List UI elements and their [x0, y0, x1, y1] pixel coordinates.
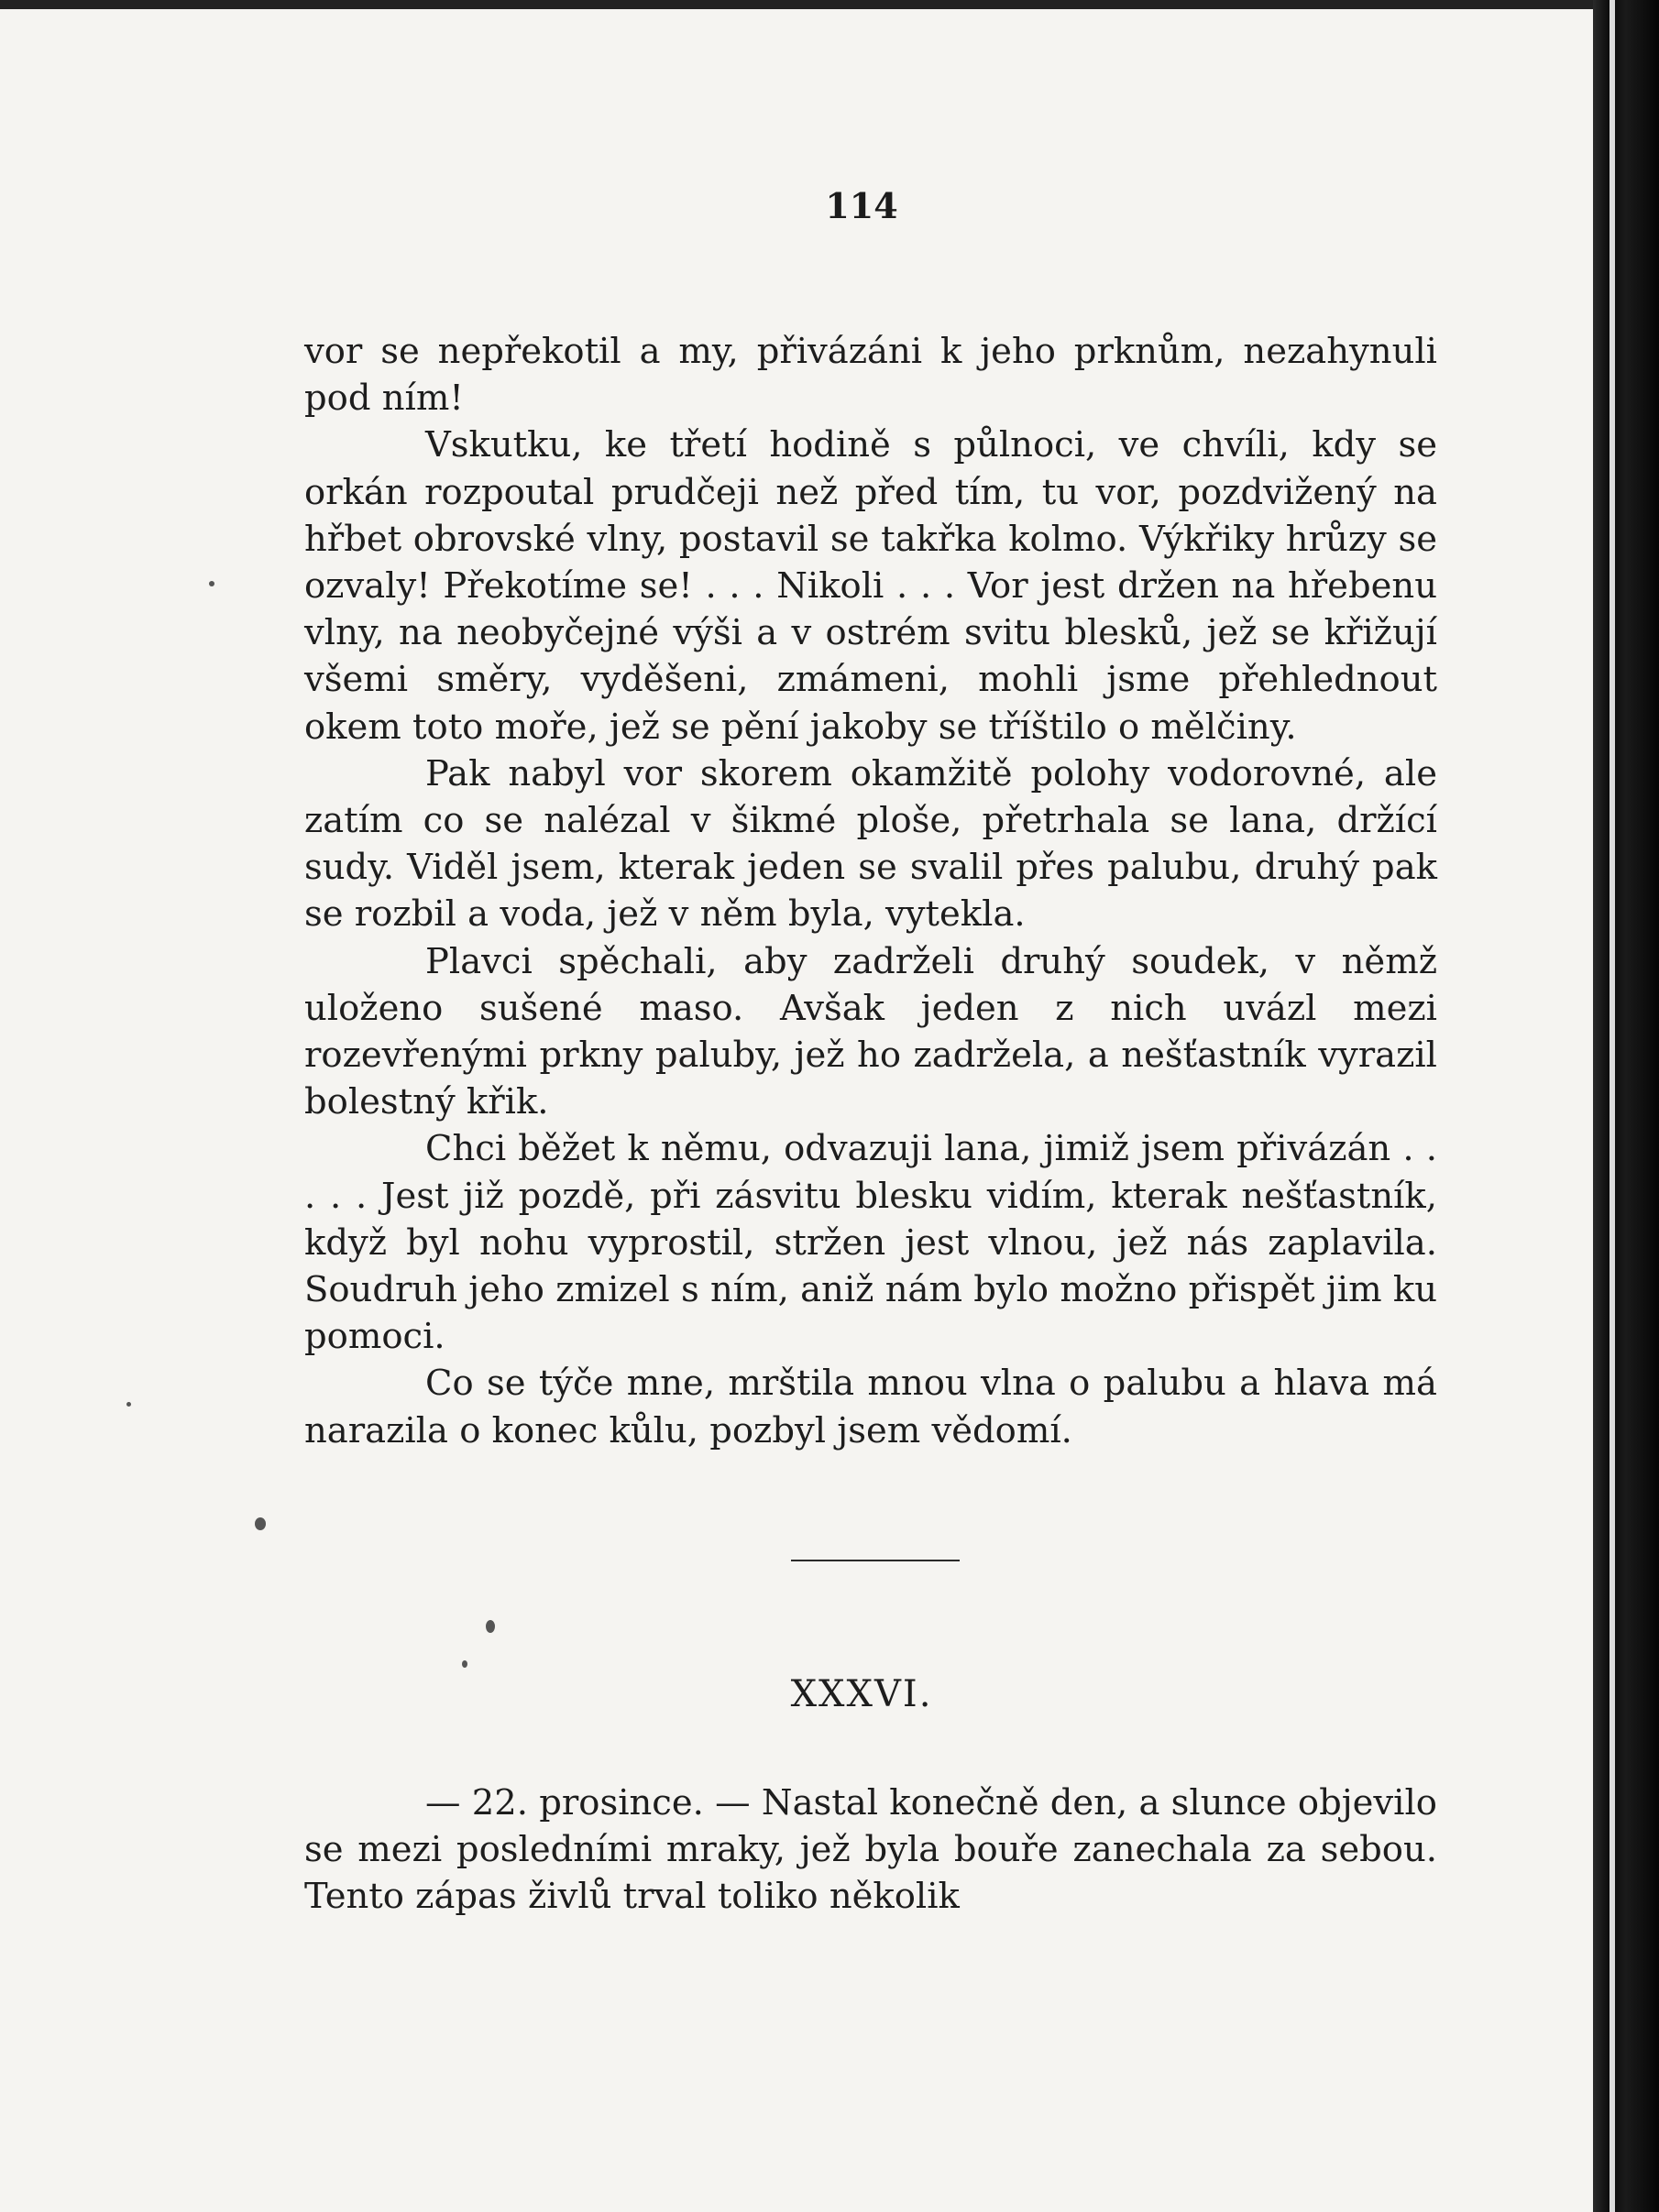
- chapter-text: [304, 1779, 1437, 1921]
- paragraph: vor se nepřekotil a my, přivázáni k jeho prknům, nezahynuli pod ním!: [304, 331, 1437, 420]
- paragraph: Co se týče mne, mrštila mnou vlna o palubu a hlava má narazila o konec kůlu, pozbyl jsem vědomí.: [304, 1363, 1437, 1451]
- section-divider: [791, 1560, 960, 1561]
- scan-right-edge: [1593, 0, 1659, 2212]
- scan-speck: [486, 1620, 495, 1633]
- chapter-heading: XXXVI.: [790, 1673, 933, 1715]
- scan-speck: [462, 1660, 467, 1668]
- page-edge-stripe: [1610, 0, 1615, 2212]
- paragraph: Chci běžet k němu, odvazuji lana, jimiž jsem přivázán . . . . . Jest již pozdě, při zásvitu blesku vidím, kterak nešťastník, když byl nohu vyprostil, stržen jest vlnou, jež nás zaplavila. Soudruh jeho zmizel s ním, aniž nám bylo možno přispět jim ku pomoci.: [304, 1128, 1437, 1358]
- paragraph: Pak nabyl vor skorem okamžitě polohy vodorovné, ale zatím co se nalézal v šikmé ploše, přetrhala se lana, držící sudy. Viděl jsem, kterak jeden se svalil přes palubu, druhý pak se rozbil a voda, jež v něm byla, vytekla.: [304, 752, 1437, 936]
- section-text: [304, 328, 1437, 1454]
- paragraph: Vskutku, ke třetí hodině s půlnoci, ve chvíli, kdy se orkán rozpoutal prudčeji než před tím, tu vor, pozdvižený na hřbet obrovské vlny, postavil se takřka kolmo. Výkřiky hrůzy se ozvaly! Překotíme se! . . . Nikoli . . . Vor jest držen na hřebenu vlny, na neobyčejné výši a v ostrém svitu blesků, jež se křižují všemi směry, vyděšeni, zmámeni, mohli jsme přehlednout okem toto moře, jež se pění jakoby se tříštilo o mělčiny.: [304, 424, 1437, 748]
- paragraph: Plavci spěchali, aby zadrželi druhý soudek, v němž uloženo sušené maso. Avšak jeden z nich uvázl mezi rozevřenými prkny paluby, jež ho zadržela, a nešťastník vyrazil bolestný křik.: [304, 940, 1437, 1123]
- scan-speck: [209, 581, 214, 586]
- scan-speck: [255, 1517, 266, 1530]
- scan-speck: [126, 1402, 131, 1407]
- scan-top-edge: [0, 0, 1593, 9]
- page-number: 114: [825, 185, 898, 226]
- paragraph: — 22. prosince. — Nastal konečně den, a slunce objevilo se mezi posledními mraky, jež byla bouře zanechala za sebou. Tento zápas živlů trval toliko několik: [304, 1782, 1437, 1918]
